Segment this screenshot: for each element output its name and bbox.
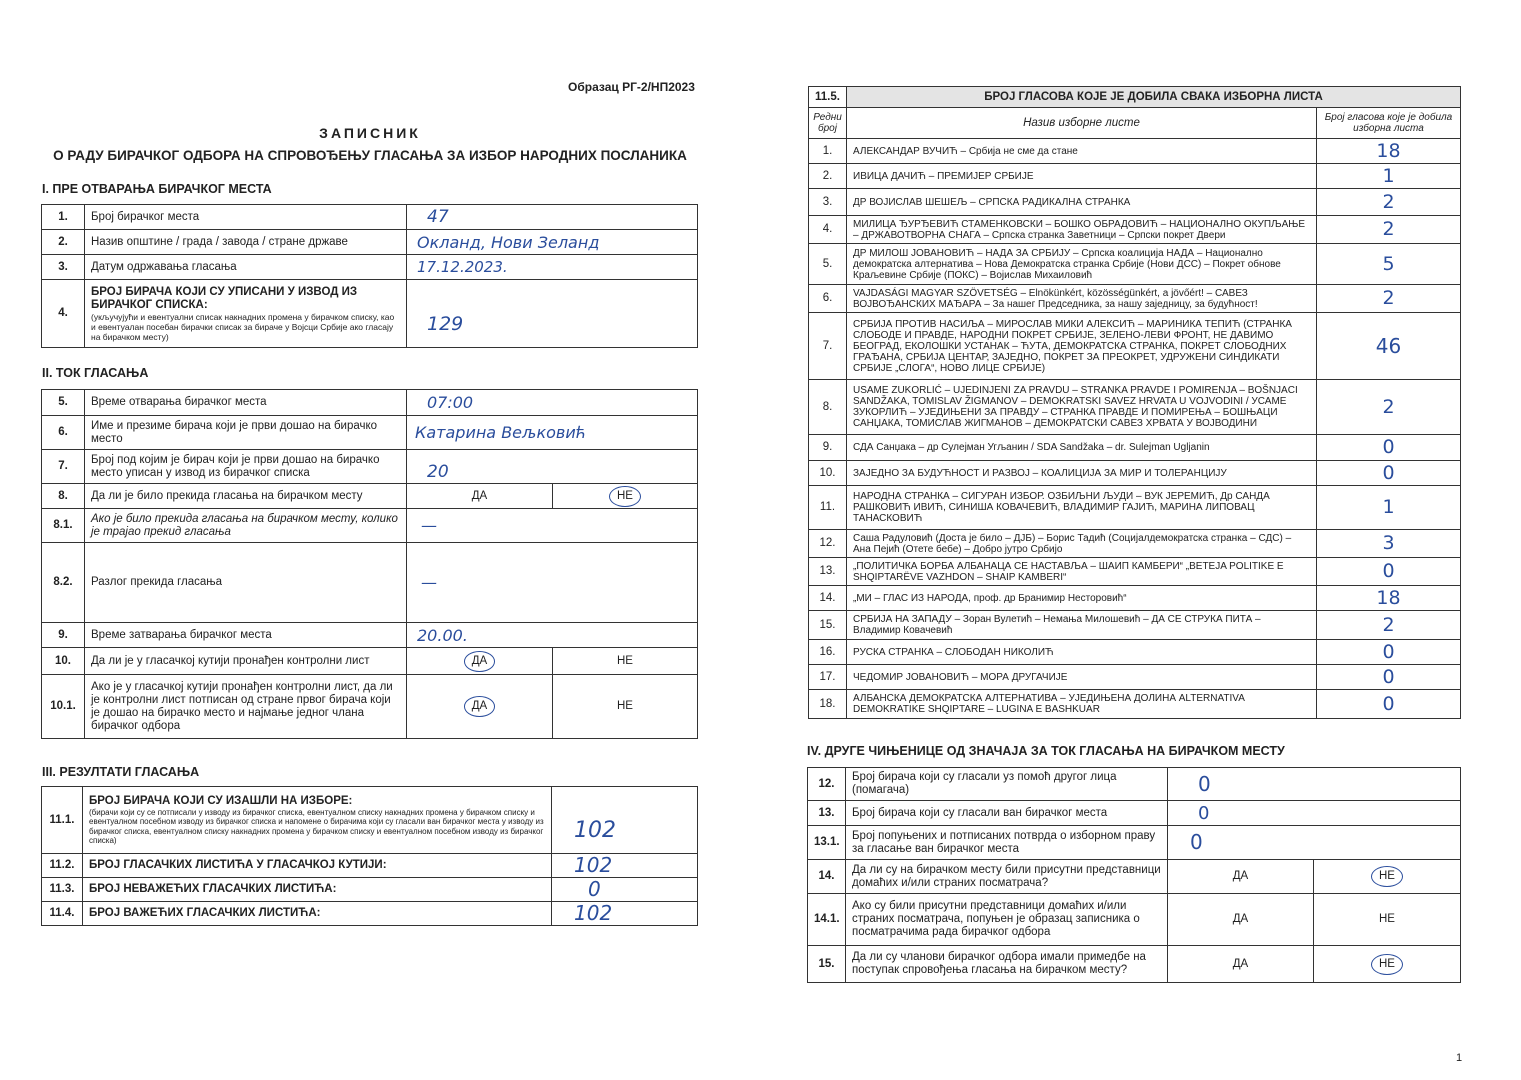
interruption-reason[interactable]: — xyxy=(407,543,698,623)
closing-time[interactable]: 20.00. xyxy=(407,623,698,648)
control-sheet-signed-no[interactable]: НЕ xyxy=(553,675,698,739)
voting-date[interactable]: 17.12.2023. xyxy=(407,255,698,280)
interruption-no[interactable]: НЕ xyxy=(553,484,698,509)
list-item: 8. USAME ZUKORLIĆ – UJEDINJENI ZA PRAVDU – STRANKA PRAVDE I POMIRENJA – BOŠNJACI SANDŽAKA, TOMISLAV ŽIGMANOV – DEMOKRATSKI SAVEZ HRVATA U VOJVODINI / УСАМЕ ЗУКОРЛИЋ – УЈЕДИЊЕНИ ЗА ПРАВДУ – СТРАНКА ПРАВДЕ И ПОМИРЕЊА – БОШЊАЦИ САНЏАКА, ТОМИСЛАВ ЖИГМАНОВ – ДЕМОКРАТСКИ САВЕЗ ХРВАТА У ВОЈВОДИНИ 2 xyxy=(809,380,1461,435)
control-sheet-yes[interactable]: ДА xyxy=(407,648,553,675)
document-title: ЗАПИСНИК xyxy=(319,125,421,141)
list-votes[interactable]: 1 xyxy=(1317,486,1461,530)
first-voter-name[interactable]: Катарина Вељковић xyxy=(407,416,698,450)
list-votes[interactable]: 18 xyxy=(1317,586,1461,611)
first-voter-number[interactable]: 20 xyxy=(407,450,698,484)
municipality-name[interactable]: Окланд, Нови Зеланд xyxy=(407,230,698,255)
list-item: 7. СРБИЈА ПРОТИВ НАСИЉА – МИРОСЛАВ МИКИ АЛЕКСИЋ – МАРИНИКА ТЕПИЋ (СТРАНКА СЛОБОДЕ И ПРАВДЕ, НАРОДНИ ПОКРЕТ СРБИЈЕ, ЗЕЛЕНО-ЛЕВИ ФРОНТ, НЕ ДАВИМО БЕОГРАД, ЕКОЛОШКИ УСТАНАК – ЋУТА, ДЕМОКРАТСКА СТРАНКА, ПОКРЕТ СЛОБОДНИХ ГРАЂАНА, СРБИЈА ЦЕНТАР, ЗАЈЕДНО, ПОКРЕТ ЗА ПРЕОКРЕТ, УДРУЖЕНИ СИНДИКАТИ СРБИЈЕ „СЛОГА“, НОВО ЛИЦЕ СРБИЈЕ) 46 xyxy=(809,313,1461,380)
list-item: 15. СРБИЈА НА ЗАПАДУ – Зоран Вулетић – Немања Милошевић – ДА СЕ СТРУКА ПИТА – Владимир Ковачевић 2 xyxy=(809,611,1461,640)
outside-vote-certificates[interactable]: 0 xyxy=(1168,826,1461,860)
list-votes[interactable]: 2 xyxy=(1317,285,1461,313)
interruption-yes[interactable]: ДА xyxy=(407,484,553,509)
section-2-heading: II. ТОК ГЛАСАЊА xyxy=(42,366,149,380)
invalid-ballots[interactable]: 0 xyxy=(552,878,698,902)
list-item: 6. VAJDASÁGI MAGYAR SZÖVETSÉG – Elnökünkért, közösségünkért, a jövőért! – САВЕЗ ВОЈВОЂАНСКИХ МАЂАРА – За нашег Председника, за нашу заједницу, за будућност! 2 xyxy=(809,285,1461,313)
section-11-5-table: 11.5. БРОЈ ГЛАСОВА КОЈЕ ЈЕ ДОБИЛА СВАКА ИЗБОРНА ЛИСТА Редни број Назив изборне листе Број гласова које је добила изборна листа 1. АЛЕКСАНДАР ВУЧИЋ – Србија не сме да стане 18 2. ИВИЦА ДАЧИЋ – ПРЕМИЈЕР СРБИЈЕ 1 3. ДР ВОЈИСЛАВ ШЕШЕЉ – СРПСКА РАДИКАЛНА СТРАНКА 2 4. МИЛИЦА ЂУРЂЕВИЋ СТАМЕНКОВСКИ – БОШКО ОБРАДОВИЋ – НАЦИОНАЛНО ОКУПЉАЊЕ – ДРЖАВОТВОРНА СНАГА – Српска странка Заветници – Српски покрет Двери 2 5. ДР МИЛОШ ЈОВАНОВИЋ – НАДА ЗА СРБИЈУ – Српска коалиција НАДА – Национално демократска алтернатива – Нова Демократска странка Србије (Нови ДСС) – Покрет обнове Краљевине Србије (ПОКС) – Војислав Михаиловић 5 6. VAJDASÁGI MAGYAR SZÖVETSÉG – Elnökünkért, közösségünkért, a jövőért! – САВЕЗ ВОЈВОЂАНСКИХ МАЂАРА – За нашег Председника, за нашу заједницу, за будућност! 2 7. СРБИЈА ПРОТИВ НАСИЉА – МИРОСЛАВ МИКИ АЛЕКСИЋ – МАРИНИКА ТЕПИЋ (СТРАНКА СЛОБОДЕ И ПРАВДЕ, НАРОДНИ ПОКРЕТ СРБИЈЕ, ЗЕЛЕНО-ЛЕВИ ФРОНТ, НЕ ДАВИМО БЕОГРАД, ЕКОЛОШКИ УСТАНАК – ЋУТА, ДЕМОКРАТСКА СТРАНКА, ПОКРЕТ СЛОБОДНИХ ГРАЂАНА, СРБИЈА ЦЕНТАР, ЗАЈЕДНО, ПОКРЕТ ЗА ПРЕОКРЕТ, УДРУЖЕНИ СИНДИКАТИ СРБИЈЕ „СЛОГА“, НОВО ЛИЦЕ СРБИЈЕ) 46 8. USAME ZUKORLIĆ – UJEDINJENI ZA PRAVDU – STRANKA PRAVDE I POMIRENJA – BOŠNJACI SANDŽAKA, TOMISLAV ŽIGMANOV – DEMOKRATSKI SAVEZ HRVATA U VOJVODINI / УСАМЕ ЗУКОРЛИЋ – УЈЕДИЊЕНИ ЗА ПРАВДУ – СТРАНКА ПРАВДЕ И ПОМИРЕЊА – БОШЊАЦИ САНЏАКА, ТОМИСЛАВ ЖИГМАНОВ – ДЕМОКРАТСКИ САВЕЗ ХРВАТА У ВОЈВОДИНИ 2 9. СДА Санџака – др Сулејман Угљанин / SDA Sandžaka – dr. Sulejman Ugljanin 0 10. ЗАЈЕДНО ЗА БУДУЋНОСТ И РАЗВОЈ – КОАЛИЦИЈА ЗА МИР И ТОЛЕРАНЦИЈУ 0 11. НАРОДНА СТРАНКА – СИГУРАН ИЗБОР. ОЗБИЉНИ ЉУДИ – ВУК ЈЕРЕМИЋ, Др САНДА РАШКОВИЋ ИВИЋ, СИНИША КОВАЧЕВИЋ, ВЛАДИМИР ГАЈИЋ, МАРИНА ЛИПОВАЦ ТАНАСКОВИЋ 1 12. Саша Радуловић (Доста је било – ДЈБ) – Борис Тадић (Социјалдемократска странка – СДС) – Ана Пејић (Отете бебе) – Добро јутро Србијо 3 13. „ПОЛИТИЧКА БОРБА АЛБАНАЦА СЕ НАСТАВЉА – ШАИП КАМБЕРИ“ „BETEJA POLITIKE E SHQIPTARËVE VAZHDON – SHAIP KAMBERI“ 0 14. „МИ – ГЛАС ИЗ НАРОДА, проф. др Бранимир Несторовић“ 18 15. СРБИЈА НА ЗАПАДУ – Зоран Вулетић – Немања Милошевић – ДА СЕ СТРУКА ПИТА – Владимир Ковачевић 2 16. РУСКА СТРАНКА – СЛОБОДАН НИКОЛИЋ 0 17. ЧЕДОМИР ЈОВАНОВИЋ – МОРА ДРУГАЧИЈЕ 0 18. АЛБАНСКА ДЕМОКРАТСКА АЛТЕРНАТИВА – УЈЕДИЊЕНА ДОЛИНА ALTERNATIVA DEMOKRATIKE SHQIPTARE – LUGINA E BASHKUAR 0 xyxy=(808,86,1461,719)
list-votes[interactable]: 5 xyxy=(1317,244,1461,285)
section-11-5-heading: БРОЈ ГЛАСОВА КОЈЕ ЈЕ ДОБИЛА СВАКА ИЗБОРНА ЛИСТА xyxy=(847,87,1461,108)
list-votes[interactable]: 18 xyxy=(1317,139,1461,164)
list-votes[interactable]: 0 xyxy=(1317,435,1461,461)
list-item: 1. АЛЕКСАНДАР ВУЧИЋ – Србија не сме да стане 18 xyxy=(809,139,1461,164)
list-item: 12. Саша Радуловић (Доста је било – ДЈБ) – Борис Тадић (Социјалдемократска странка – СДС) – Ана Пејић (Отете бебе) – Добро јутро Србијо 3 xyxy=(809,530,1461,558)
valid-ballots[interactable]: 102 xyxy=(552,902,698,926)
section-1-table xyxy=(41,204,698,348)
list-item: 18. АЛБАНСКА ДЕМОКРАТСКА АЛТЕРНАТИВА – УЈЕДИЊЕНА ДОЛИНА ALTERNATIVA DEMOKRATIKE SHQIPTARE – LUGINA E BASHKUAR 0 xyxy=(809,690,1461,719)
list-votes[interactable]: 0 xyxy=(1317,690,1461,719)
list-votes[interactable]: 0 xyxy=(1317,461,1461,486)
opening-time[interactable]: 07:00 xyxy=(407,390,698,416)
list-item: 16. РУСКА СТРАНКА – СЛОБОДАН НИКОЛИЋ 0 xyxy=(809,640,1461,665)
list-item: 14. „МИ – ГЛАС ИЗ НАРОДА, проф. др Бранимир Несторовић“ 18 xyxy=(809,586,1461,611)
list-item: 4. МИЛИЦА ЂУРЂЕВИЋ СТАМЕНКОВСКИ – БОШКО ОБРАДОВИЋ – НАЦИОНАЛНО ОКУПЉАЊЕ – ДРЖАВОТВОРНА СНАГА – Српска странка Заветници – Српски покрет Двери 2 xyxy=(809,216,1461,244)
list-votes[interactable]: 2 xyxy=(1317,189,1461,216)
list-item: 9. СДА Санџака – др Сулејман Угљанин / SDA Sandžaka – dr. Sulejman Ugljanin 0 xyxy=(809,435,1461,461)
list-votes[interactable]: 1 xyxy=(1317,164,1461,189)
row-4: 4. БРОЈ БИРАЧА КОЈИ СУ УПИСАНИ У ИЗВОД ИЗ БИРАЧКОГ СПИСКА: (укључујући и евентуални списак накнадних промена у бирачком списку, као и евентуалан посебан бирачки списак за бираче у Војсци Србије ако гласају на бирачком месту) 129 xyxy=(42,280,698,348)
list-votes[interactable]: 2 xyxy=(1317,611,1461,640)
list-votes[interactable]: 0 xyxy=(1317,665,1461,690)
section-3-table: 11.1. БРОЈ БИРАЧА КОЈИ СУ ИЗАШЛИ НА ИЗБОРЕ: (бирачи који су се потписали у изводу из бирачког списка, евентуалном списку накнадних промена у бирачком списку и евентуалном посебном изводу из бирачког списка и напомене о бирачима који су гласали ван бирачког места у изводу из бирачког списка, евентуалном списку накнадних промена у бирачком списку и евентуалном посебном изводу из бирачког списка) 102 11.2. БРОЈ ГЛАСАЧКИХ ЛИСТИЋА У ГЛАСАЧКОЈ КУТИЈИ: 102 11.3. БРОЈ НЕВАЖЕЋИХ ГЛАСАЧКИХ ЛИСТИЋА: 0 11.4. БРОЈ ВАЖЕЋИХ ГЛАСАЧКИХ ЛИСТИЋА: 102 xyxy=(41,786,698,926)
voters-turned-out[interactable]: 102 xyxy=(552,787,698,854)
section-1-heading: I. ПРЕ ОТВАРАЊА БИРАЧКОГ МЕСТА xyxy=(42,182,272,196)
row-1: 1. Број бирачког места 47 xyxy=(42,205,698,230)
document-subtitle: О РАДУ БИРАЧКОГ ОДБОРА НА СПРОВОЂЕЊУ ГЛАСАЊА ЗА ИЗБОР НАРОДНИХ ПОСЛАНИКА xyxy=(53,148,687,163)
interruption-duration[interactable]: — xyxy=(407,509,698,543)
control-sheet-no[interactable]: НЕ xyxy=(553,648,698,675)
control-sheet-signed-yes[interactable]: ДА xyxy=(407,675,553,739)
polling-station-number[interactable]: 47 xyxy=(407,205,698,230)
list-votes[interactable]: 2 xyxy=(1317,216,1461,244)
list-votes[interactable]: 0 xyxy=(1317,558,1461,586)
observer-form-no[interactable]: НЕ xyxy=(1314,894,1461,946)
list-item: 2. ИВИЦА ДАЧИЋ – ПРЕМИЈЕР СРБИЈЕ 1 xyxy=(809,164,1461,189)
objections-no[interactable]: НЕ xyxy=(1314,946,1461,983)
list-votes[interactable]: 0 xyxy=(1317,640,1461,665)
list-votes[interactable]: 2 xyxy=(1317,380,1461,435)
observer-form-yes[interactable]: ДА xyxy=(1168,894,1314,946)
registered-voters[interactable]: 129 xyxy=(407,280,698,348)
observers-no[interactable]: НЕ xyxy=(1314,860,1461,894)
section-4-table: 12. Број бирача који су гласали уз помоћ другог лица (помагача) 0 13. Број бирача који су гласали ван бирачког места 0 13.1. Број попуњених и потписаних потврда о изборном праву за гласање ван бирачког места 0 14. Да ли су на бирачком месту били присутни представници домаћих и/или страних посматрача? ДА НЕ 14.1. Ако су били присутни представници домаћих и/или страних посматрача, попуњен је образац записника о посматрачима рада бирачког одбора ДА НЕ 15. Да ли су чланови бирачког одбора имали примедбе на поступак спровођења гласања на бирачком месту? ДА НЕ xyxy=(807,767,1461,983)
outside-voters[interactable]: 0 xyxy=(1168,801,1461,826)
assisted-voters[interactable]: 0 xyxy=(1168,768,1461,801)
list-votes[interactable]: 46 xyxy=(1317,313,1461,380)
row-2: 2. Назив општине / града / завода / стране државе Окланд, Нови Зеланд xyxy=(42,230,698,255)
list-item: 10. ЗАЈЕДНО ЗА БУДУЋНОСТ И РАЗВОЈ – КОАЛИЦИЈА ЗА МИР И ТОЛЕРАНЦИЈУ 0 xyxy=(809,461,1461,486)
page-number: 1 xyxy=(1456,1052,1463,1064)
section-2-table: 5. Време отварања бирачког места 07:00 6. Име и презиме бирача који је први дошао на бирачко место Катарина Вељковић 7. Број под којим је бирач који је први дошао на бирачко место уписан у извод из бирачког списка 20 8. Да ли је било прекида гласања на бирачком месту ДА НЕ 8.1. Ако је било прекида гласања на бирачком месту, колико је трајао прекид гласања — 8.2. Разлог прекида гласања — 9. Време затварања бирачког места 20.00. 10. Да ли је у гласачкој кутији пронађен контролни лист ДА НЕ 10.1. Ако је у гласачкој кутији пронађен контролни лист, да ли је контролни лист потписан од стране првог бирача који је дошао на бирачко место и најмање једног члана бирачког одбора ДА НЕ xyxy=(41,389,698,739)
list-item: 3. ДР ВОЈИСЛАВ ШЕШЕЉ – СРПСКА РАДИКАЛНА СТРАНКА 2 xyxy=(809,189,1461,216)
ballots-in-box[interactable]: 102 xyxy=(552,854,698,878)
list-votes[interactable]: 3 xyxy=(1317,530,1461,558)
list-item: 13. „ПОЛИТИЧКА БОРБА АЛБАНАЦА СЕ НАСТАВЉА – ШАИП КАМБЕРИ“ „BETEJA POLITIKE E SHQIPTARËVE VAZHDON – SHAIP KAMBERI“ 0 xyxy=(809,558,1461,586)
list-item: 17. ЧЕДОМИР ЈОВАНОВИЋ – МОРА ДРУГАЧИЈЕ 0 xyxy=(809,665,1461,690)
row-3: 3. Датум одржавања гласања 17.12.2023. xyxy=(42,255,698,280)
observers-yes[interactable]: ДА xyxy=(1168,860,1314,894)
section-3-heading: III. РЕЗУЛТАТИ ГЛАСАЊА xyxy=(42,765,200,779)
objections-yes[interactable]: ДА xyxy=(1168,946,1314,983)
form-code: Образац РГ-2/НП2023 xyxy=(568,80,695,94)
list-item: 11. НАРОДНА СТРАНКА – СИГУРАН ИЗБОР. ОЗБИЉНИ ЉУДИ – ВУК ЈЕРЕМИЋ, Др САНДА РАШКОВИЋ ИВИЋ, СИНИША КОВАЧЕВИЋ, ВЛАДИМИР ГАЈИЋ, МАРИНА ЛИПОВАЦ ТАНАСКОВИЋ 1 xyxy=(809,486,1461,530)
list-item: 5. ДР МИЛОШ ЈОВАНОВИЋ – НАДА ЗА СРБИЈУ – Српска коалиција НАДА – Национално демократска алтернатива – Нова Демократска странка Србије (Нови ДСС) – Покрет обнове Краљевине Србије (ПОКС) – Војислав Михаиловић 5 xyxy=(809,244,1461,285)
section-4-heading: IV. ДРУГЕ ЧИЊЕНИЦЕ ОД ЗНАЧАЈА ЗА ТОК ГЛАСАЊА НА БИРАЧКОМ МЕСТУ xyxy=(807,744,1285,758)
